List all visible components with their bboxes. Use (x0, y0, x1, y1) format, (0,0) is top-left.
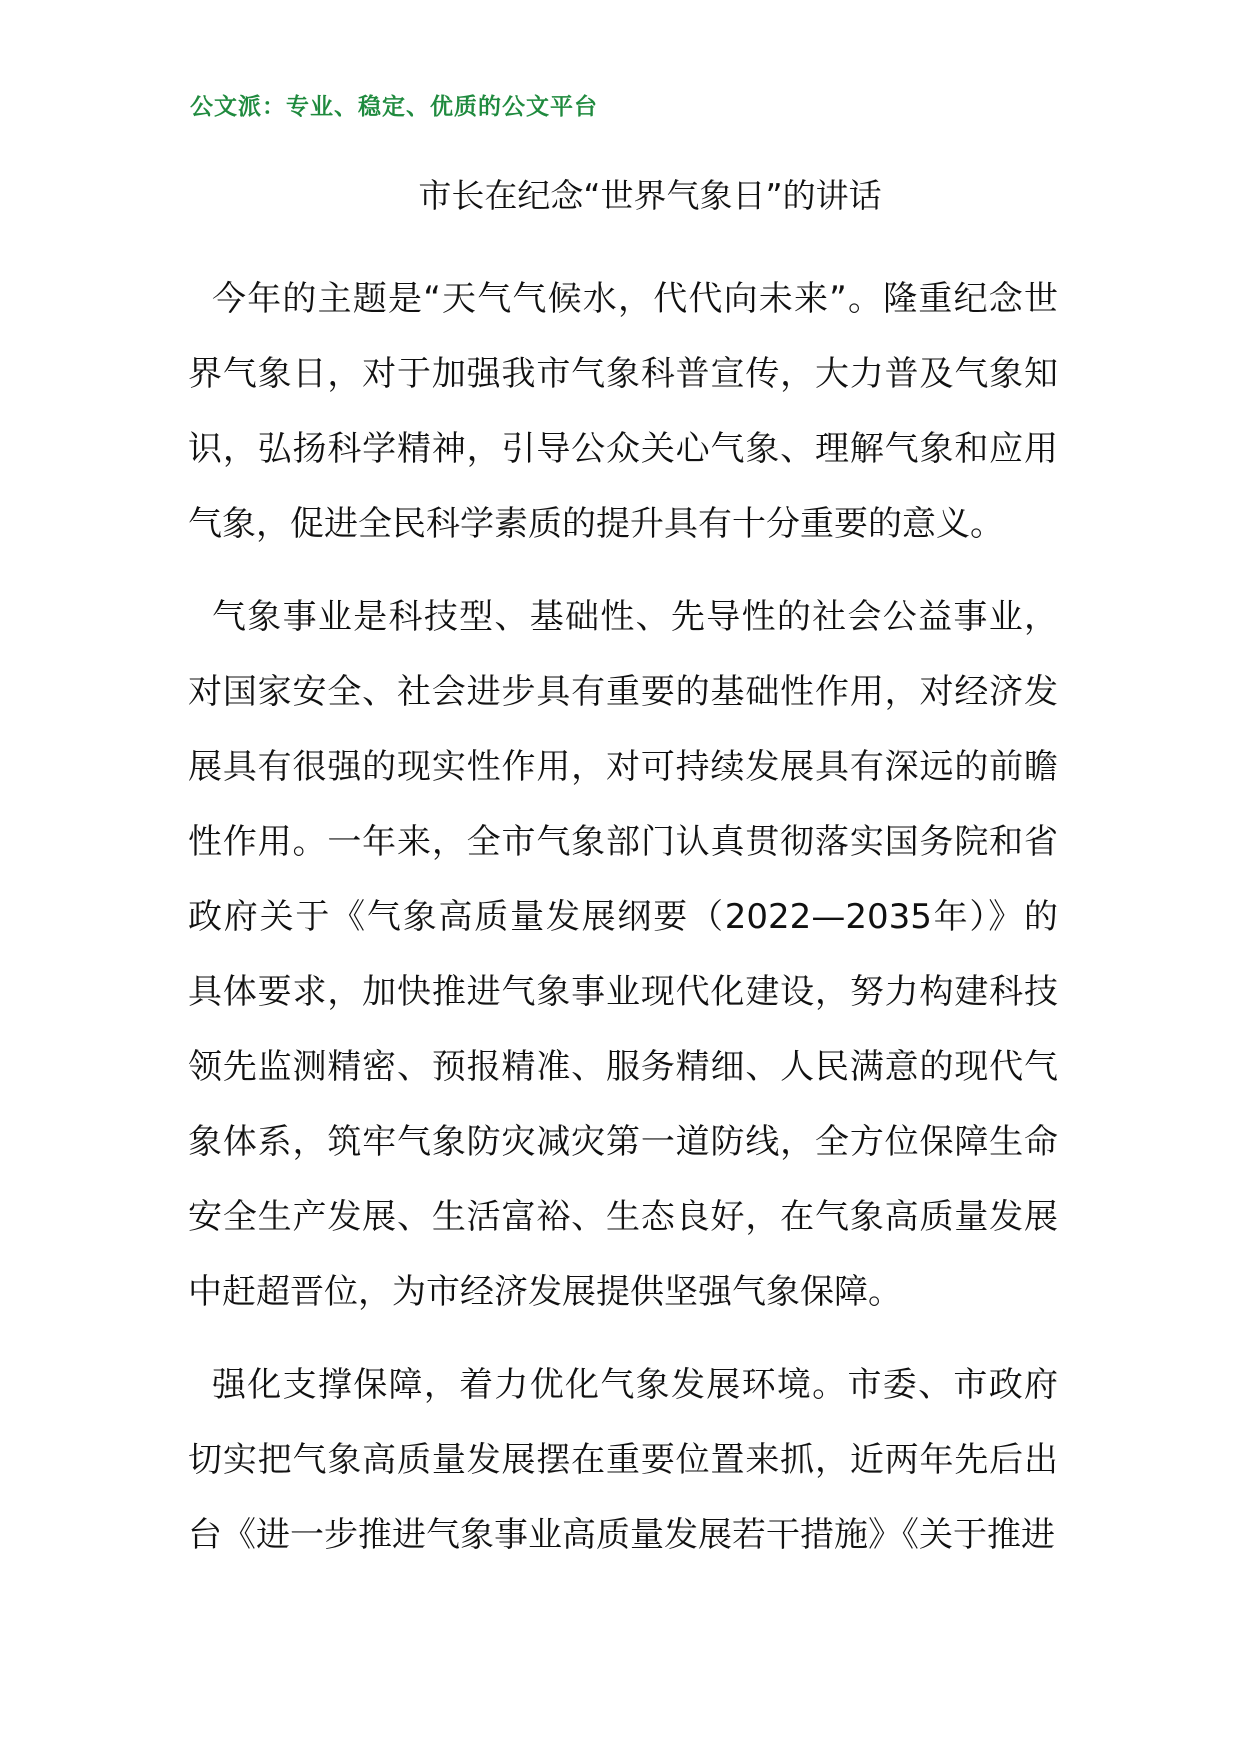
paragraph-1: 今年的主题是“天气气候水，代代向未来”。隆重纪念世界气象日，对于加强我市气象科普宣传，大力普及气象知识，弘扬科学精神，引导公众关心气象、理解气象和应用气象，促进全民科学素质的提升具有十分重要的意义。 (188, 279, 1058, 544)
document-title: 市长在纪念“世界气象日”的讲话 (418, 176, 882, 215)
document-body (188, 262, 1058, 1591)
paragraph-3: 强化支撑保障，着力优化气象发展环境。市委、市政府切实把气象高质量发展摆在重要位置来抓，近两年先后出台《进一步推进气象事业高质量发展若干措施》《关于推进 (188, 1365, 1058, 1555)
brand-header: 公文派：专业、稳定、优质的公文平台 (190, 94, 598, 120)
paragraph-2: 气象事业是科技型、基础性、先导性的社会公益事业，对国家安全、社会进步具有重要的基础性作用，对经济发展具有很强的现实性作用，对可持续发展具有深远的前瞻性作用。一年来，全市气象部门认真贯彻落实国务院和省政府关于《气象高质量发展纲要（2022—2035年）》的具体要求，加快推进气象事业现代化建设，努力构建科技领先监测精密、预报精准、服务精细、人民满意的现代气象体系，筑牢气象防灾减灾第一道防线，全方位保障生命安全生产发展、生活富裕、生态良好，在气象高质量发展中赶超晋位，为市经济发展提供坚强气象保障。 (188, 597, 1058, 1312)
